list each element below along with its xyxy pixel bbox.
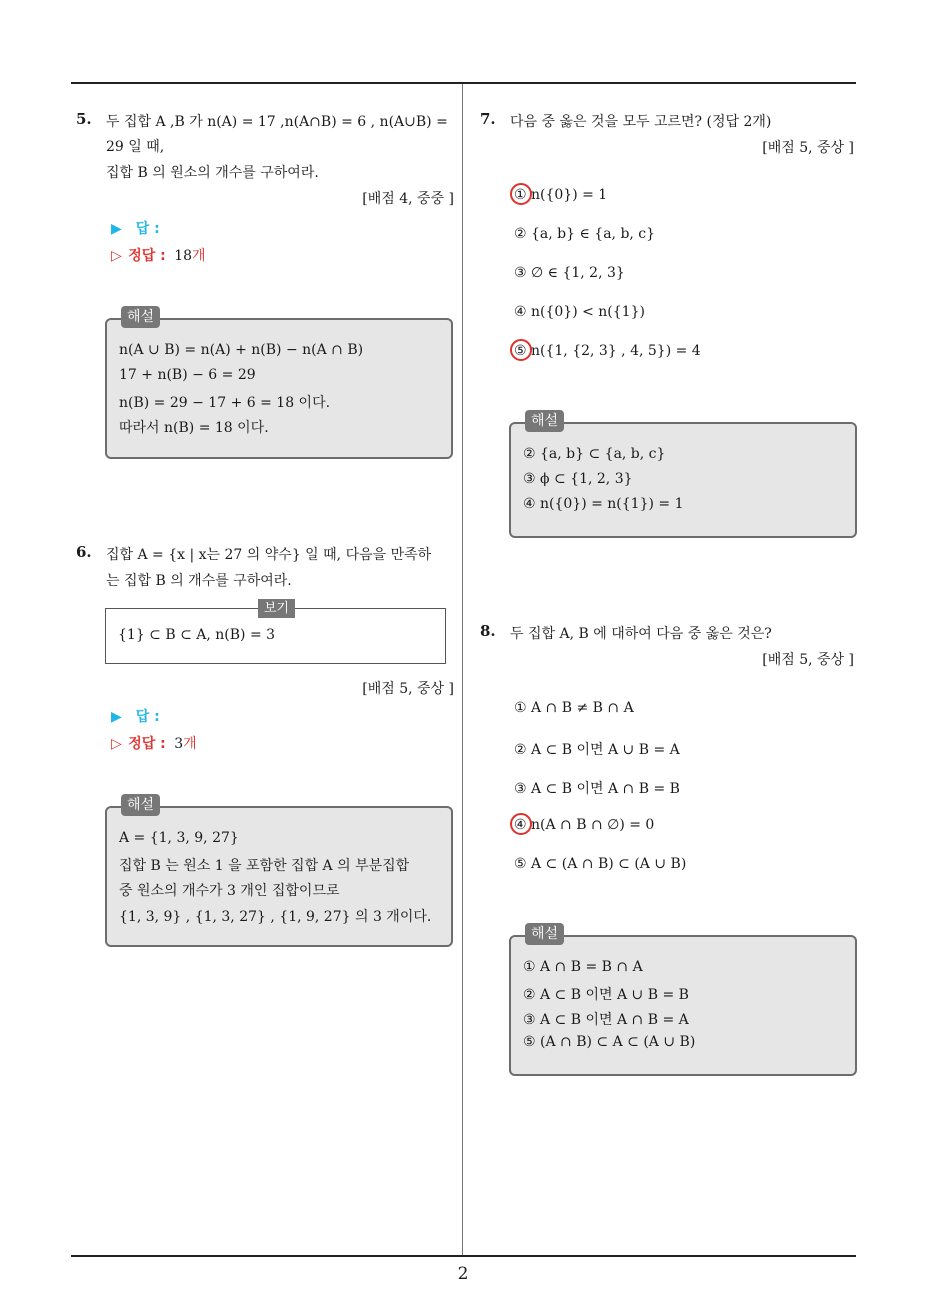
correct-answer-label: 정답 : <box>128 248 166 264</box>
bogi-box <box>105 601 446 664</box>
question-7-choice-4[interactable]: ④ n({0}) < n({1}) <box>514 304 645 320</box>
outline-triangle-icon: ▷ <box>111 736 122 752</box>
question-8-explanation-box <box>509 926 857 1076</box>
explanation-line: ② A ⊂ B 이면 A ∪ B = B <box>523 987 689 1003</box>
explanation-line: ④ n({0}) = n({1}) = 1 <box>523 496 684 512</box>
question-8-choice-5[interactable]: ⑤ A ⊂ (A ∩ B) ⊂ (A ∪ B) <box>514 856 687 872</box>
question-8-choice-1[interactable]: ① A ∩ B ≠ B ∩ A <box>514 700 634 716</box>
question-7-choice-2[interactable]: ② {a, b} ∈ {a, b, c} <box>514 226 656 242</box>
bogi-content: {1} ⊂ B ⊂ A, n(B) = 3 <box>118 627 276 643</box>
explanation-line: 17 + n(B) − 6 = 29 <box>119 367 256 383</box>
explanation-tag: 해설 <box>525 410 564 432</box>
explanation-tag: 해설 <box>121 794 160 816</box>
question-6-explanation-box <box>105 797 453 947</box>
top-rule <box>71 82 856 84</box>
question-7-score: [배점 5, 중상 ] <box>762 140 854 156</box>
question-7-choice-5[interactable]: ⑤ n({1, {2, 3} , 4, 5}) = 4 <box>514 343 701 359</box>
question-8-choice-2[interactable]: ② A ⊂ B 이면 A ∪ B = A <box>514 742 680 758</box>
bogi-tag: 보기 <box>258 599 295 618</box>
question-7-explanation-box <box>509 413 857 538</box>
page-number: 2 <box>457 1264 469 1284</box>
question-5-text-line3: 집합 B 의 원소의 개수를 구하여라. <box>106 165 319 181</box>
explanation-line: ③ ϕ ⊂ {1, 2, 3} <box>523 471 633 487</box>
correct-answer-value: 3 <box>174 736 184 752</box>
explanation-line: A = {1, 3, 9, 27} <box>119 830 239 846</box>
question-6-answer-row[interactable] <box>111 706 160 726</box>
question-5-text-line2: 29 일 때, <box>106 139 165 155</box>
explanation-line: n(B) = 29 − 17 + 6 = 18 이다. <box>119 395 331 411</box>
correct-answer-label: 정답 : <box>128 736 166 752</box>
question-6-text-line2: 는 집합 B 의 개수를 구하여라. <box>106 573 292 589</box>
play-triangle-icon: ▶ <box>111 221 122 237</box>
question-8-score: [배점 5, 중상 ] <box>762 652 854 668</box>
answer-label: 답 : <box>135 221 160 237</box>
outline-triangle-icon: ▷ <box>111 248 122 264</box>
explanation-line: 집합 B 는 원소 1 을 포함한 집합 A 의 부분집합 <box>119 858 410 874</box>
question-8-text-line1: 두 집합 A, B 에 대하여 다음 중 옳은 것은? <box>510 626 772 642</box>
question-6-text-line1: 집합 A = {x | x는 27 의 약수} 일 때, 다음을 만족하 <box>106 547 432 563</box>
explanation-line: ⑤ (A ∩ B) ⊂ A ⊂ (A ∪ B) <box>523 1034 696 1050</box>
question-6-score: [배점 5, 중상 ] <box>362 681 454 697</box>
question-7-choice-1[interactable]: ① n({0}) = 1 <box>514 187 608 203</box>
explanation-line: ① A ∩ B = B ∩ A <box>523 959 643 975</box>
question-6-number: 6. <box>76 543 92 561</box>
question-6-correct-answer-row <box>111 733 197 753</box>
explanation-line: 따라서 n(B) = 18 이다. <box>119 420 269 436</box>
explanation-tag: 해설 <box>121 306 160 328</box>
explanation-line: ② {a, b} ⊂ {a, b, c} <box>523 446 666 462</box>
bottom-rule <box>71 1255 856 1257</box>
answer-label: 답 : <box>135 709 160 725</box>
question-5-text-line1: 두 집합 A ,B 가 n(A) = 17 ,n(A∩B) = 6 , n(A∪B) = <box>106 114 448 130</box>
explanation-line: {1, 3, 9} , {1, 3, 27} , {1, 9, 27} 의 3 개이다. <box>119 909 432 925</box>
explanation-line: ③ A ⊂ B 이면 A ∩ B = A <box>523 1012 689 1028</box>
question-5-correct-answer-row <box>111 245 206 265</box>
question-5-score: [배점 4, 중중 ] <box>362 191 454 207</box>
question-7-choice-3[interactable]: ③ ∅ ∈ {1, 2, 3} <box>514 265 625 281</box>
correct-answer-value: 18 <box>174 248 193 264</box>
question-5-number: 5. <box>76 110 92 128</box>
explanation-line: n(A ∪ B) = n(A) + n(B) − n(A ∩ B) <box>119 342 364 358</box>
correct-answer-unit: 개 <box>183 736 197 752</box>
explanation-tag: 해설 <box>525 923 564 945</box>
question-8-number: 8. <box>480 622 496 640</box>
question-8-choice-3[interactable]: ③ A ⊂ B 이면 A ∩ B = B <box>514 781 680 797</box>
question-7-number: 7. <box>480 110 496 128</box>
question-8-choice-4[interactable]: ④ n(A ∩ B ∩ ∅) = 0 <box>514 817 655 833</box>
play-triangle-icon: ▶ <box>111 709 122 725</box>
explanation-line: 중 원소의 개수가 3 개인 집합이므로 <box>119 883 340 899</box>
question-5-answer-row[interactable] <box>111 218 160 238</box>
correct-answer-unit: 개 <box>192 248 206 264</box>
question-5-explanation-box <box>105 309 453 459</box>
column-divider <box>462 84 463 1256</box>
question-7-text-line1: 다음 중 옳은 것을 모두 고르면? (정답 2개) <box>510 114 772 130</box>
